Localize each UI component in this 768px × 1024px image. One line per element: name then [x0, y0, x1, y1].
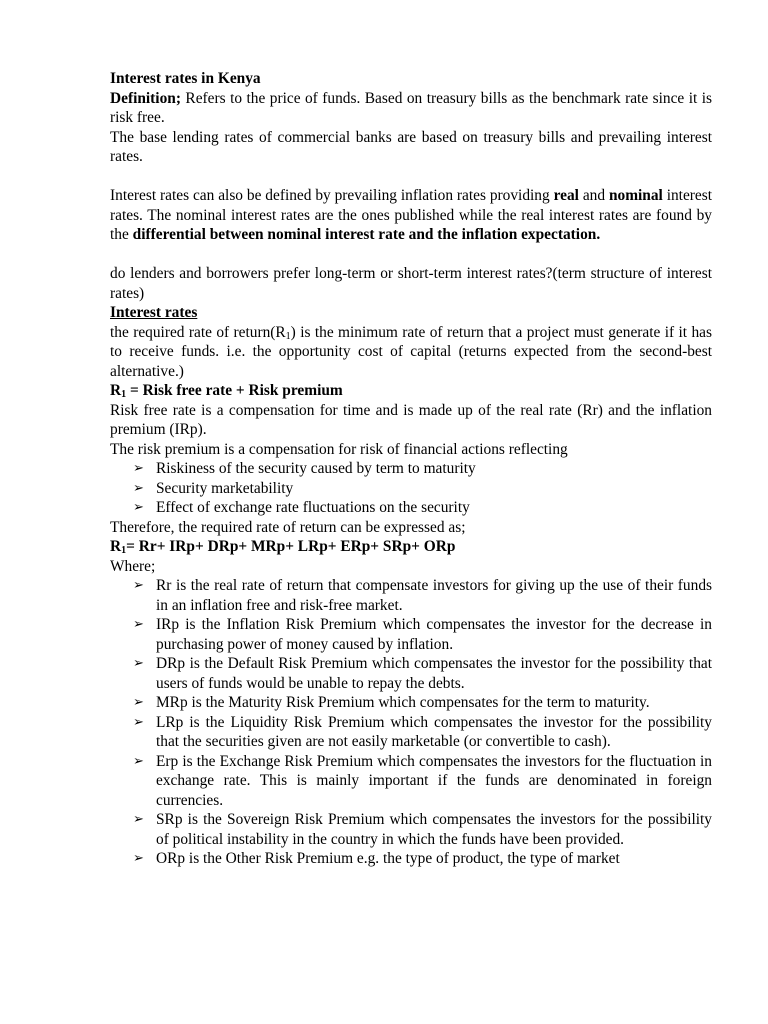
- nominal-term: nominal: [608, 187, 663, 204]
- list-item-text: DRp is the Default Risk Premium which compensates the investor for the possibility that users of funds would be unable to repay the debts.: [156, 655, 712, 692]
- equation-required-rate: [110, 537, 712, 557]
- risk-premium-intro: The risk premium is a compensation for risk of financial actions reflecting: [110, 440, 568, 458]
- arrow-bullet-icon: ➢: [133, 656, 144, 671]
- list-item-text: SRp is the Sovereign Risk Premium which compensates the investors for the possibility of political instability in the country in which the funds have been provided.: [156, 811, 712, 848]
- text-run: = Risk free rate + Risk premium: [126, 382, 343, 399]
- text-run: and: [578, 187, 609, 204]
- text-run: ) is the minimum rate of return that a project must generate if it has to receive funds. i.e. the opportunity cost of capital (returns expected from the second-best alternative.): [110, 323, 712, 380]
- list-item: [110, 810, 712, 849]
- arrow-bullet-icon: ➢: [133, 753, 144, 769]
- arrow-bullet-icon: ➢: [133, 480, 144, 496]
- document-body: [110, 69, 712, 869]
- definition-paragraph: [110, 89, 712, 128]
- list-item: [110, 849, 712, 869]
- list-item-text: MRp is the Maturity Risk Premium which compensates for the term to maturity.: [156, 694, 650, 711]
- list-item: [110, 479, 712, 499]
- real-term: real: [553, 187, 579, 204]
- arrow-bullet-icon: ➢: [133, 578, 144, 593]
- list-item-text: Security marketability: [156, 479, 294, 497]
- list-item-text: Effect of exchange rate fluctuations on the security: [156, 499, 470, 516]
- interest-rates-heading: Interest rates: [110, 304, 198, 321]
- list-item: [110, 693, 712, 713]
- therefore-paragraph: Therefore, the required rate of return can be expressed as;: [110, 518, 466, 536]
- list-item: [110, 615, 712, 654]
- definition-text: Refers to the price of funds. Based on treasury bills as the benchmark rate since it is risk free.: [110, 89, 712, 126]
- list-item: [110, 459, 712, 479]
- arrow-bullet-icon: ➢: [133, 695, 144, 710]
- premium-definitions-list: [110, 576, 712, 869]
- text-run: = Rr+ IRp+ DRp+ MRp+ LRp+ ERp+ SRp+ ORp: [126, 538, 456, 555]
- where-label: Where;: [110, 557, 156, 575]
- blank-line: [110, 245, 712, 265]
- subscript: 1: [285, 330, 291, 342]
- list-item: [110, 576, 712, 615]
- arrow-bullet-icon: ➢: [133, 500, 144, 515]
- term-structure-question: do lenders and borrowers prefer long-term or short-term interest rates?(term structure of interest rates): [110, 265, 712, 302]
- differential-phrase: differential between nominal interest rate and the inflation expectation.: [132, 226, 601, 243]
- subscript: 1: [121, 389, 127, 400]
- text-run: R: [110, 538, 122, 555]
- list-item: [110, 752, 712, 811]
- text-run: Interest rates can also be defined by prevailing inflation rates providing: [110, 187, 554, 204]
- definition-label: Definition;: [110, 89, 181, 107]
- arrow-bullet-icon: ➢: [133, 851, 144, 866]
- document-title: Interest rates in Kenya: [110, 70, 261, 87]
- list-item: [110, 498, 712, 518]
- arrow-bullet-icon: ➢: [133, 714, 144, 730]
- list-item-text: Rr is the real rate of return that compensate investors for giving up the use of their funds in an inflation free and risk-free market.: [156, 577, 712, 614]
- list-item-text: Riskiness of the security caused by term to maturity: [156, 460, 476, 477]
- list-item-text: Erp is the Exchange Risk Premium which compensates the investors for the fluctuation in exchange rate. This is mainly important if the funds are denominated in foreign currencies.: [156, 752, 712, 809]
- equation-risk-free-plus-premium: [110, 381, 712, 401]
- list-item: [110, 654, 712, 693]
- arrow-bullet-icon: ➢: [133, 617, 144, 632]
- subscript: 1: [121, 545, 127, 556]
- list-item-text: IRp is the Inflation Risk Premium which compensates the investor for the decrease in purchasing power of money caused by inflation.: [156, 616, 712, 653]
- list-item-text: LRp is the Liquidity Risk Premium which compensates the investor for the possibility that the securities given are not easily marketable (or convertible to cash).: [156, 713, 712, 750]
- text-run: R: [110, 382, 122, 399]
- required-rate-paragraph: [110, 323, 712, 382]
- text-run: the required rate of return(R: [110, 323, 286, 341]
- text-run: interest rates. The nominal interest rates are the ones published while the real interest rates are found by the: [110, 187, 713, 243]
- risk-factors-list: [110, 459, 712, 518]
- blank-line: [110, 167, 712, 187]
- arrow-bullet-icon: ➢: [133, 812, 144, 827]
- list-item: [110, 713, 712, 752]
- risk-free-paragraph: Risk free rate is a compensation for time and is made up of the real rate (Rr) and the inflation premium (IRp).: [110, 401, 712, 438]
- real-nominal-paragraph: [110, 186, 712, 245]
- arrow-bullet-icon: ➢: [133, 461, 144, 476]
- list-item-text: ORp is the Other Risk Premium e.g. the type of product, the type of market: [156, 850, 620, 867]
- base-lending-paragraph: The base lending rates of commercial banks are based on treasury bills and prevailing interest rates.: [110, 128, 712, 165]
